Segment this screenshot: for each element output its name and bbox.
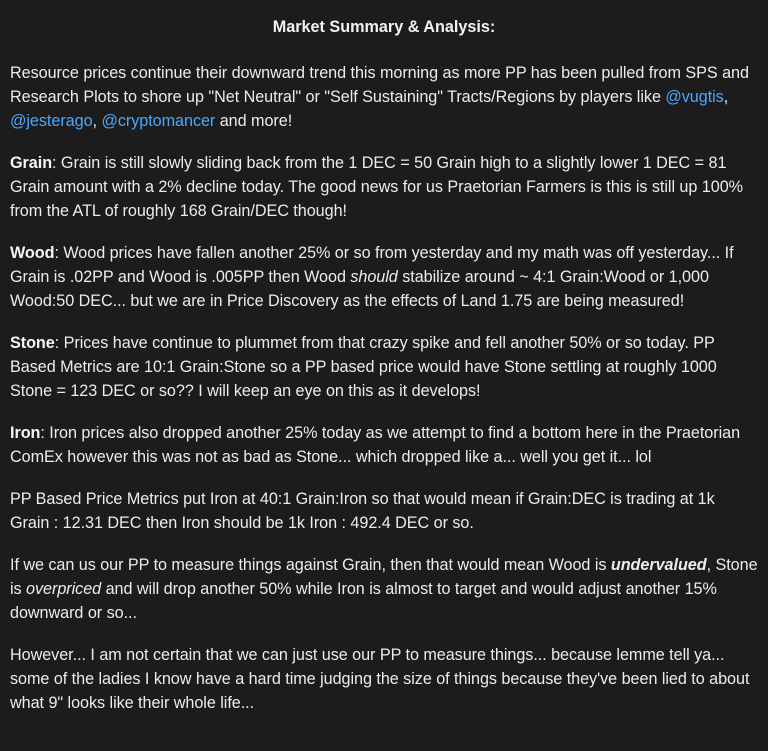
iron-text: : Iron prices also dropped another 25% today as we attempt to find a bottom here in the Praetorian ComEx however this was not as bad as Stone... which dropped like a... well you get it... lol [10,424,741,466]
mention-link-jesterago[interactable]: @jesterago [10,112,93,130]
iron-label: Iron [10,424,41,442]
undervalued-emphasis: undervalued [610,556,707,574]
closing-paragraph: However... I am not certain that we can just use our PP to measure things... because lemme tell ya... some of the ladies I know have a hard time judging the size of things because they've been lied to about what 9" looks like their whole life... [10,646,750,712]
wood-label: Wood [10,244,55,262]
iron-paragraph [10,421,758,469]
grain-paragraph [10,151,758,223]
intro-paragraph [10,61,758,133]
grain-label: Grain [10,154,53,172]
conclusion-text-3: and will drop another 50% while Iron is almost to target and would adjust another 15% downward or so... [10,580,717,622]
wood-paragraph [10,241,758,313]
conclusion-text: If we can us our PP to measure things against Grain, then that would mean Wood is [10,556,611,574]
grain-text: : Grain is still slowly sliding back from the 1 DEC = 50 Grain high to a slightly lower 1 DEC = 81 Grain amount with a 2% decline today. The good news for us Praetorian Farmers is this is still up 100% from the ATL of roughly 168 Grain/DEC though! [10,154,743,220]
metrics-paragraph: PP Based Price Metrics put Iron at 40:1 Grain:Iron so that would mean if Grain:DEC is trading at 1k Grain : 12.31 DEC then Iron should be 1k Iron : 492.4 DEC or so. [10,490,715,532]
section-title: Market Summary & Analysis: [272,18,496,36]
conclusion-text-2: , Stone is [10,556,758,598]
wood-emphasis: should [350,268,398,286]
mention-link-vugtis[interactable]: @vugtis [665,88,724,106]
stone-label: Stone [10,334,55,352]
stone-text: : Prices have continue to plummet from that crazy spike and fell another 50% or so today. PP Based Metrics are 10:1 Grain:Stone so a PP based price would have Stone settling at roughly 1000 Stone = 123 DEC or so?? I will keep an eye on this as it develops! [10,334,717,400]
wood-text: : Wood prices have fallen another 25% or so from yesterday and my math was off yesterday... If Grain is .02PP and Wood is .005PP then Wood [10,244,734,286]
overpriced-emphasis: overpriced [26,580,102,598]
conclusion-paragraph [10,553,758,625]
intro-text-end: and more! [215,112,293,130]
intro-text: Resource prices continue their downward trend this morning as more PP has been pulled from SPS and Research Plots to shore up "Net Neutral" or "Self Sustaining" Tracts/Regions by players like [10,64,749,106]
intro-separator: , [92,112,102,130]
wood-text-end: stabilize around ~ 4:1 Grain:Wood or 1,000 Wood:50 DEC... but we are in Price Discovery as the effects of Land 1.75 are being measured! [10,268,709,310]
intro-separator: , [723,88,729,106]
stone-paragraph [10,331,758,403]
mention-link-cryptomancer[interactable]: @cryptomancer [101,112,216,130]
